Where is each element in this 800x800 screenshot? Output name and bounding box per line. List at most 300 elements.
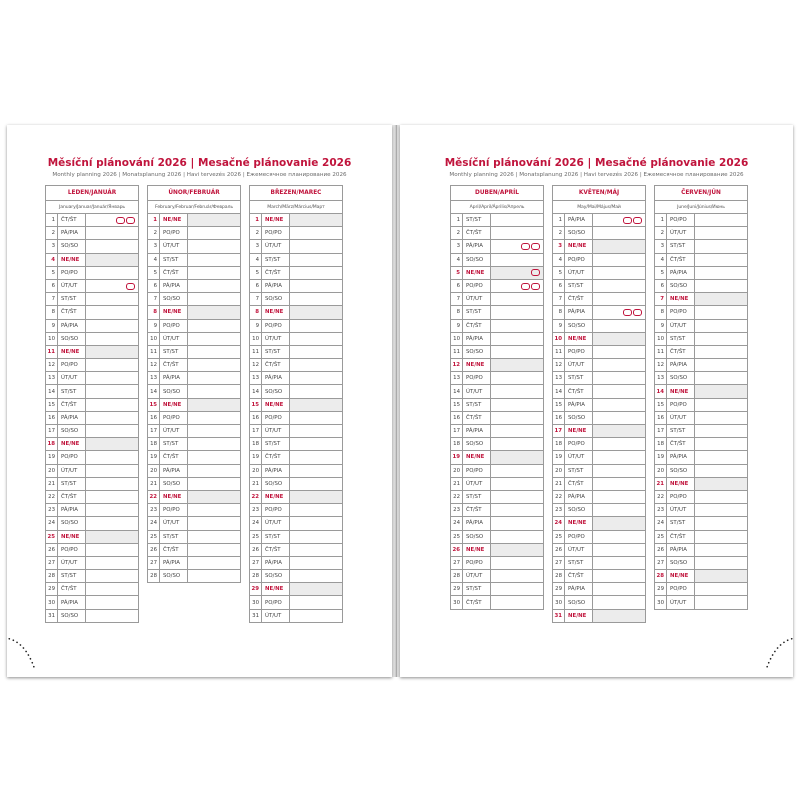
note-field[interactable] xyxy=(491,504,543,516)
day-name: SO/SO xyxy=(160,293,188,305)
day-row xyxy=(553,254,645,267)
note-field[interactable] xyxy=(86,583,138,595)
note-field[interactable] xyxy=(86,504,138,516)
note-field[interactable] xyxy=(290,544,342,556)
day-name: ST/ST xyxy=(463,491,491,503)
day-row xyxy=(451,412,543,425)
day-name: ČT/ŠT xyxy=(262,451,290,463)
month-name: ČERVEN/JÚN xyxy=(654,185,748,200)
note-field[interactable] xyxy=(491,240,543,252)
note-field[interactable] xyxy=(695,478,747,490)
note-field[interactable] xyxy=(491,399,543,411)
note-field[interactable] xyxy=(593,385,645,397)
note-field[interactable] xyxy=(695,359,747,371)
note-field[interactable] xyxy=(290,240,342,252)
note-field[interactable] xyxy=(695,583,747,595)
day-row xyxy=(46,465,138,478)
note-field[interactable] xyxy=(491,596,543,608)
day-row xyxy=(46,254,138,267)
note-field[interactable] xyxy=(86,610,138,622)
day-row xyxy=(46,531,138,544)
note-field[interactable] xyxy=(290,293,342,305)
note-field[interactable] xyxy=(188,280,240,292)
note-field[interactable] xyxy=(695,346,747,358)
day-row xyxy=(553,517,645,530)
day-list xyxy=(147,213,241,583)
note-field[interactable] xyxy=(593,491,645,503)
note-field[interactable] xyxy=(695,333,747,345)
day-name: PO/PO xyxy=(565,438,593,450)
note-field[interactable] xyxy=(188,531,240,543)
note-field[interactable] xyxy=(86,385,138,397)
note-field[interactable] xyxy=(491,372,543,384)
note-field[interactable] xyxy=(86,267,138,279)
note-field[interactable] xyxy=(491,425,543,437)
day-name: PÁ/PIA xyxy=(667,451,695,463)
note-field[interactable] xyxy=(593,227,645,239)
note-field[interactable] xyxy=(290,412,342,424)
note-field[interactable] xyxy=(290,531,342,543)
note-field[interactable] xyxy=(695,214,747,226)
note-field[interactable] xyxy=(695,570,747,582)
month-name: DUBEN/APRÍL xyxy=(450,185,544,200)
day-number: 24 xyxy=(250,517,262,529)
day-name: PÁ/PIA xyxy=(463,425,491,437)
day-name: ČT/ŠT xyxy=(565,478,593,490)
note-field[interactable] xyxy=(290,227,342,239)
day-number: 9 xyxy=(148,320,160,332)
note-field[interactable] xyxy=(290,596,342,608)
day-list xyxy=(45,213,139,623)
note-field[interactable] xyxy=(491,544,543,556)
note-field[interactable] xyxy=(188,214,240,226)
note-field[interactable] xyxy=(290,359,342,371)
day-name: SO/SO xyxy=(667,372,695,384)
day-name: PÁ/PIA xyxy=(463,240,491,252)
day-number: 3 xyxy=(655,240,667,252)
day-row xyxy=(451,438,543,451)
note-field[interactable] xyxy=(695,451,747,463)
note-field[interactable] xyxy=(695,438,747,450)
note-field[interactable] xyxy=(86,425,138,437)
day-row xyxy=(46,451,138,464)
note-field[interactable] xyxy=(290,583,342,595)
day-row xyxy=(250,491,342,504)
note-field[interactable] xyxy=(593,517,645,529)
note-field[interactable] xyxy=(86,596,138,608)
note-field[interactable] xyxy=(593,372,645,384)
note-field[interactable] xyxy=(593,557,645,569)
note-field[interactable] xyxy=(491,451,543,463)
day-name: SO/SO xyxy=(565,504,593,516)
note-field[interactable] xyxy=(188,412,240,424)
note-field[interactable] xyxy=(86,544,138,556)
note-field[interactable] xyxy=(491,280,543,292)
day-row xyxy=(250,333,342,346)
note-field[interactable] xyxy=(290,320,342,332)
day-name: PÁ/PIA xyxy=(160,557,188,569)
day-number: 11 xyxy=(250,346,262,358)
note-field[interactable] xyxy=(491,385,543,397)
note-field[interactable] xyxy=(491,531,543,543)
day-name: SO/SO xyxy=(262,293,290,305)
note-field[interactable] xyxy=(695,372,747,384)
day-number: 31 xyxy=(553,610,565,622)
note-field[interactable] xyxy=(86,531,138,543)
day-number: 11 xyxy=(655,346,667,358)
holiday-badge-icon xyxy=(623,309,642,316)
note-field[interactable] xyxy=(491,227,543,239)
note-field[interactable] xyxy=(86,359,138,371)
note-field[interactable] xyxy=(86,399,138,411)
day-row xyxy=(148,320,240,333)
note-field[interactable] xyxy=(188,465,240,477)
note-field[interactable] xyxy=(86,346,138,358)
note-field[interactable] xyxy=(695,227,747,239)
day-number: 19 xyxy=(553,451,565,463)
note-field[interactable] xyxy=(593,570,645,582)
note-field[interactable] xyxy=(188,359,240,371)
note-field[interactable] xyxy=(593,544,645,556)
note-field[interactable] xyxy=(593,504,645,516)
day-row xyxy=(148,359,240,372)
note-field[interactable] xyxy=(593,531,645,543)
note-field[interactable] xyxy=(188,320,240,332)
month-column xyxy=(147,185,241,623)
day-name: ÚT/UT xyxy=(565,267,593,279)
day-row xyxy=(250,570,342,583)
note-field[interactable] xyxy=(290,491,342,503)
day-row xyxy=(451,254,543,267)
note-field[interactable] xyxy=(695,254,747,266)
day-row xyxy=(553,478,645,491)
day-row xyxy=(46,267,138,280)
day-number: 17 xyxy=(553,425,565,437)
note-field[interactable] xyxy=(290,517,342,529)
note-field[interactable] xyxy=(290,267,342,279)
note-field[interactable] xyxy=(188,372,240,384)
day-number: 7 xyxy=(250,293,262,305)
day-name: ČT/ŠT xyxy=(58,491,86,503)
note-field[interactable] xyxy=(593,596,645,608)
day-number: 11 xyxy=(46,346,58,358)
note-field[interactable] xyxy=(86,240,138,252)
note-field[interactable] xyxy=(695,531,747,543)
note-field[interactable] xyxy=(695,267,747,279)
note-field[interactable] xyxy=(188,293,240,305)
note-field[interactable] xyxy=(593,478,645,490)
note-field[interactable] xyxy=(593,451,645,463)
day-number: 28 xyxy=(553,570,565,582)
day-name: PO/PO xyxy=(667,399,695,411)
month-column xyxy=(45,185,139,623)
day-row xyxy=(451,478,543,491)
note-field[interactable] xyxy=(695,293,747,305)
day-number: 6 xyxy=(250,280,262,292)
note-field[interactable] xyxy=(188,478,240,490)
day-row xyxy=(553,372,645,385)
month-translations: February/Februar/Február/Февраль xyxy=(147,200,241,213)
day-number: 18 xyxy=(451,438,463,450)
day-name: ST/ST xyxy=(58,293,86,305)
note-field[interactable] xyxy=(188,254,240,266)
note-field[interactable] xyxy=(290,451,342,463)
note-field[interactable] xyxy=(593,465,645,477)
note-field[interactable] xyxy=(593,583,645,595)
note-field[interactable] xyxy=(86,517,138,529)
note-field[interactable] xyxy=(491,267,543,279)
day-number: 26 xyxy=(553,544,565,556)
note-field[interactable] xyxy=(188,346,240,358)
note-field[interactable] xyxy=(188,557,240,569)
note-field[interactable] xyxy=(290,254,342,266)
note-field[interactable] xyxy=(86,333,138,345)
day-row xyxy=(148,465,240,478)
day-number: 28 xyxy=(148,570,160,582)
note-field[interactable] xyxy=(491,254,543,266)
note-field[interactable] xyxy=(593,438,645,450)
note-field[interactable] xyxy=(491,306,543,318)
day-name: NE/NE xyxy=(565,240,593,252)
day-name: NE/NE xyxy=(262,491,290,503)
month-columns xyxy=(450,185,748,623)
day-name: PO/PO xyxy=(262,412,290,424)
note-field[interactable] xyxy=(491,412,543,424)
day-name: PÁ/PIA xyxy=(565,306,593,318)
note-field[interactable] xyxy=(86,438,138,450)
day-name: ÚT/UT xyxy=(58,372,86,384)
note-field[interactable] xyxy=(290,306,342,318)
day-row xyxy=(250,306,342,319)
note-field[interactable] xyxy=(188,504,240,516)
day-row xyxy=(655,491,747,504)
note-field[interactable] xyxy=(290,504,342,516)
note-field[interactable] xyxy=(290,425,342,437)
note-field[interactable] xyxy=(290,557,342,569)
day-name: PÁ/PIA xyxy=(58,412,86,424)
note-field[interactable] xyxy=(188,425,240,437)
note-field[interactable] xyxy=(188,517,240,529)
day-name: SO/SO xyxy=(565,227,593,239)
day-row xyxy=(148,491,240,504)
day-name: SO/SO xyxy=(565,320,593,332)
note-field[interactable] xyxy=(290,465,342,477)
note-field[interactable] xyxy=(695,320,747,332)
note-field[interactable] xyxy=(86,557,138,569)
note-field[interactable] xyxy=(86,412,138,424)
note-field[interactable] xyxy=(695,412,747,424)
note-field[interactable] xyxy=(188,491,240,503)
note-field[interactable] xyxy=(86,306,138,318)
day-name: PÁ/PIA xyxy=(463,333,491,345)
note-field[interactable] xyxy=(290,570,342,582)
note-field[interactable] xyxy=(290,478,342,490)
day-number: 10 xyxy=(250,333,262,345)
day-row xyxy=(553,544,645,557)
note-field[interactable] xyxy=(695,504,747,516)
day-row xyxy=(148,293,240,306)
note-field[interactable] xyxy=(491,293,543,305)
note-field[interactable] xyxy=(695,385,747,397)
note-field[interactable] xyxy=(491,465,543,477)
note-field[interactable] xyxy=(695,240,747,252)
day-name: NE/NE xyxy=(565,425,593,437)
note-field[interactable] xyxy=(86,280,138,292)
note-field[interactable] xyxy=(491,583,543,595)
note-field[interactable] xyxy=(695,399,747,411)
note-field[interactable] xyxy=(86,214,138,226)
note-field[interactable] xyxy=(290,333,342,345)
day-number: 28 xyxy=(451,570,463,582)
day-row xyxy=(451,214,543,227)
day-name: NE/NE xyxy=(262,399,290,411)
note-field[interactable] xyxy=(290,385,342,397)
note-field[interactable] xyxy=(188,333,240,345)
note-field[interactable] xyxy=(188,267,240,279)
day-number: 13 xyxy=(148,372,160,384)
note-field[interactable] xyxy=(491,346,543,358)
note-field[interactable] xyxy=(188,306,240,318)
note-field[interactable] xyxy=(86,254,138,266)
note-field[interactable] xyxy=(491,478,543,490)
note-field[interactable] xyxy=(491,517,543,529)
note-field[interactable] xyxy=(188,438,240,450)
day-number: 13 xyxy=(451,372,463,384)
day-name: ST/ST xyxy=(58,385,86,397)
day-number: 31 xyxy=(46,610,58,622)
note-field[interactable] xyxy=(695,596,747,608)
day-name: PÁ/PIA xyxy=(160,372,188,384)
holiday-badge-icon xyxy=(531,269,540,276)
day-number: 27 xyxy=(46,557,58,569)
note-field[interactable] xyxy=(290,610,342,622)
day-row xyxy=(148,425,240,438)
note-field[interactable] xyxy=(695,306,747,318)
holiday-mark-icon xyxy=(531,283,540,290)
note-field[interactable] xyxy=(86,491,138,503)
day-row xyxy=(148,544,240,557)
note-field[interactable] xyxy=(593,306,645,318)
day-row xyxy=(46,596,138,609)
day-row xyxy=(655,583,747,596)
day-name: ST/ST xyxy=(565,557,593,569)
day-name: ST/ST xyxy=(262,438,290,450)
day-name: PÁ/PIA xyxy=(160,465,188,477)
note-field[interactable] xyxy=(695,425,747,437)
day-number: 22 xyxy=(148,491,160,503)
page-title: Měsíční plánování 2026 | Mesačné plánovanie 2026 xyxy=(47,157,352,169)
note-field[interactable] xyxy=(188,570,240,582)
note-field[interactable] xyxy=(491,359,543,371)
day-row xyxy=(553,240,645,253)
day-name: PO/PO xyxy=(463,557,491,569)
day-row xyxy=(250,544,342,557)
day-name: ST/ST xyxy=(160,254,188,266)
note-field[interactable] xyxy=(695,491,747,503)
day-number: 7 xyxy=(655,293,667,305)
note-field[interactable] xyxy=(593,359,645,371)
note-field[interactable] xyxy=(188,399,240,411)
day-number: 3 xyxy=(553,240,565,252)
note-field[interactable] xyxy=(491,214,543,226)
note-field[interactable] xyxy=(86,570,138,582)
day-name: SO/SO xyxy=(667,280,695,292)
note-field[interactable] xyxy=(695,557,747,569)
note-field[interactable] xyxy=(593,333,645,345)
day-row xyxy=(655,451,747,464)
note-field[interactable] xyxy=(86,478,138,490)
note-field[interactable] xyxy=(593,425,645,437)
note-field[interactable] xyxy=(695,544,747,556)
day-number: 6 xyxy=(46,280,58,292)
note-field[interactable] xyxy=(593,254,645,266)
day-number: 16 xyxy=(451,412,463,424)
note-field[interactable] xyxy=(290,399,342,411)
note-field[interactable] xyxy=(188,385,240,397)
day-number: 24 xyxy=(46,517,58,529)
note-field[interactable] xyxy=(491,570,543,582)
note-field[interactable] xyxy=(290,438,342,450)
note-field[interactable] xyxy=(593,610,645,622)
note-field[interactable] xyxy=(593,320,645,332)
day-number: 12 xyxy=(250,359,262,371)
note-field[interactable] xyxy=(86,372,138,384)
note-field[interactable] xyxy=(86,293,138,305)
day-number: 18 xyxy=(148,438,160,450)
note-field[interactable] xyxy=(86,451,138,463)
note-field[interactable] xyxy=(491,320,543,332)
month-column xyxy=(450,185,544,623)
note-field[interactable] xyxy=(290,280,342,292)
note-field[interactable] xyxy=(593,214,645,226)
note-field[interactable] xyxy=(86,227,138,239)
day-name: ČT/ŠT xyxy=(262,359,290,371)
note-field[interactable] xyxy=(290,372,342,384)
note-field[interactable] xyxy=(86,320,138,332)
note-field[interactable] xyxy=(593,280,645,292)
day-name: ČT/ŠT xyxy=(463,504,491,516)
note-field[interactable] xyxy=(695,517,747,529)
note-field[interactable] xyxy=(188,451,240,463)
note-field[interactable] xyxy=(188,240,240,252)
note-field[interactable] xyxy=(86,465,138,477)
note-field[interactable] xyxy=(491,438,543,450)
day-number: 4 xyxy=(553,254,565,266)
note-field[interactable] xyxy=(695,465,747,477)
day-name: NE/NE xyxy=(463,451,491,463)
note-field[interactable] xyxy=(593,399,645,411)
day-row xyxy=(655,478,747,491)
day-number: 18 xyxy=(655,438,667,450)
note-field[interactable] xyxy=(491,491,543,503)
note-field[interactable] xyxy=(290,346,342,358)
note-field[interactable] xyxy=(188,227,240,239)
day-name: PO/PO xyxy=(565,254,593,266)
note-field[interactable] xyxy=(188,544,240,556)
note-field[interactable] xyxy=(593,346,645,358)
note-field[interactable] xyxy=(593,293,645,305)
note-field[interactable] xyxy=(290,214,342,226)
note-field[interactable] xyxy=(491,557,543,569)
note-field[interactable] xyxy=(695,280,747,292)
day-name: PÁ/PIA xyxy=(667,359,695,371)
note-field[interactable] xyxy=(593,412,645,424)
day-number: 21 xyxy=(451,478,463,490)
note-field[interactable] xyxy=(491,333,543,345)
note-field[interactable] xyxy=(593,267,645,279)
day-row xyxy=(553,491,645,504)
note-field[interactable] xyxy=(593,240,645,252)
